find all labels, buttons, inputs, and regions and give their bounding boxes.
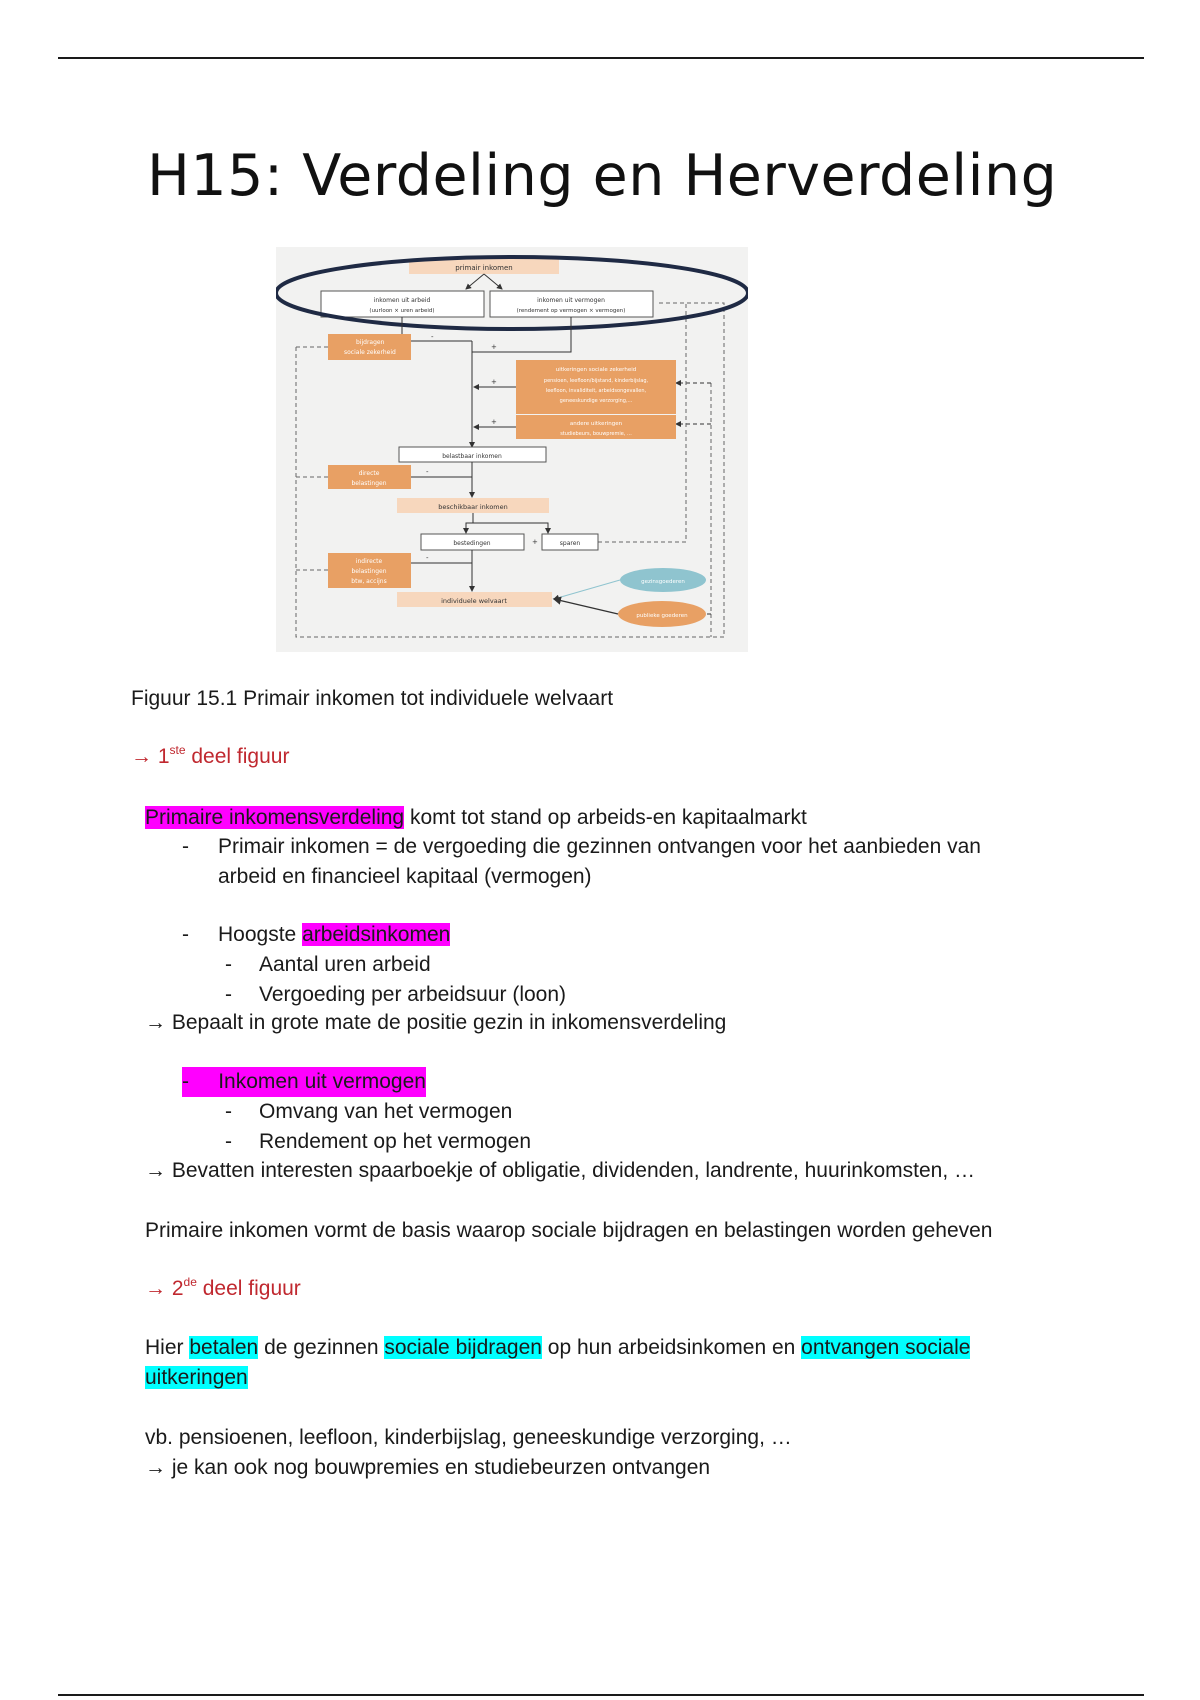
svg-text:+: + [491, 378, 497, 386]
highlight-uitkeringen: uitkeringen [145, 1366, 248, 1389]
deel2-sup: de [183, 1275, 197, 1289]
hoogste-text: Hoogste [218, 923, 303, 946]
label-indirecte3: btw, accijns [351, 578, 387, 585]
deel1-text: deel figuur [185, 745, 290, 768]
sub-bullet-dash: - [225, 953, 232, 976]
sub-bullet-dash: - [225, 1100, 232, 1123]
label-andere1: andere uitkeringen [569, 421, 623, 427]
paragraph-basis: Primaire inkomen vormt de basis waarop sociale bijdragen en belastingen worden geheven [145, 1219, 993, 1242]
highlight-ontvangen-sociale: ontvangen sociale [801, 1336, 971, 1359]
label-andere2: studiebeurs, bouwpremie, ... [560, 431, 632, 437]
arrow-icon: → [145, 1277, 166, 1300]
paragraph-hier-cont [145, 1363, 248, 1393]
arrow-line-bouwpremies [145, 1453, 710, 1483]
label-directe1: directe [358, 470, 380, 477]
bullet-primair-inkomen-cont: arbeid en financieel kapitaal (vermogen) [218, 865, 592, 888]
arrow-icon: → [131, 745, 152, 768]
label-uitkeringen2: pensioen, leefloon/bijstand, kinderbijslag, [543, 378, 649, 384]
deel1-sup: ste [169, 743, 186, 757]
deel2-number: 2 [171, 1277, 184, 1300]
arrow-icon: → [145, 1159, 166, 1182]
label-arbeid-sub: (uurloon × uren arbeid) [369, 308, 435, 314]
bullet-vermogen-text: Inkomen uit vermogen [218, 1070, 426, 1093]
bottom-rule [58, 1694, 1144, 1696]
label-bijdragen1: bijdragen [356, 339, 385, 346]
hier-t3: op hun arbeidsinkomen en [541, 1336, 802, 1359]
arrow-line-interesten [145, 1156, 975, 1186]
svg-text:+: + [532, 538, 538, 546]
arrow2-text: Bevatten interesten spaarboekje of obligatie, dividenden, landrente, huurinkomsten, … [171, 1159, 976, 1182]
label-sparen: sparen [559, 540, 581, 547]
paragraph-hier [145, 1333, 970, 1363]
sub-bullet-omvang: Omvang van het vermogen [259, 1100, 513, 1123]
sub-bullet-rendement: Rendement op het vermogen [259, 1130, 532, 1153]
node-bijdragen [328, 334, 411, 360]
figure-caption: Figuur 15.1 Primair inkomen tot individuele welvaart [131, 687, 614, 710]
bullet-dash: - [182, 923, 189, 946]
section-heading-deel2 [145, 1274, 301, 1304]
label-uitkeringen1: uitkeringen sociale zekerheid [555, 367, 637, 373]
hier-t2: de gezinnen [258, 1336, 385, 1359]
arrow1-text: Bepaalt in grote mate de positie gezin in inkomensverdeling [171, 1011, 727, 1034]
highlight-sociale-bijdragen: sociale bijdragen [384, 1336, 542, 1359]
sub-bullet-dash: - [225, 983, 232, 1006]
label-bijdragen2: sociale zekerheid [344, 349, 396, 356]
sub-bullet-dash: - [225, 1130, 232, 1153]
bullet-dash: - [182, 1070, 189, 1093]
label-vermogen-sub: (rendement op vermogen × vermogen) [516, 308, 626, 314]
section-heading-deel1 [131, 742, 289, 772]
arrow-icon: → [145, 1456, 166, 1479]
label-bestedingen: bestedingen [453, 540, 491, 547]
deel1-number: 1 [157, 745, 170, 768]
label-vermogen: inkomen uit vermogen [537, 297, 605, 304]
hier-t1: Hier [145, 1336, 190, 1359]
deel2-text: deel figuur [196, 1277, 301, 1300]
highlight-inkomen-vermogen [182, 1067, 426, 1097]
arrow-line-positie [145, 1008, 726, 1038]
label-indirecte1: indirecte [355, 558, 383, 565]
label-arbeid: inkomen uit arbeid [373, 297, 431, 304]
page-title: H15: Verdeling en Herverdeling [147, 143, 1058, 209]
svg-text:-: - [426, 554, 429, 562]
label-directe2: belastingen [351, 480, 387, 487]
label-goederen: gezinsgoederen [641, 579, 685, 585]
paragraph-voorbeelden: vb. pensioenen, leefloon, kinderbijslag, geneeskundige verzorging, … [145, 1426, 792, 1449]
arrow-icon: → [145, 1011, 166, 1034]
top-rule [58, 57, 1144, 59]
svg-text:+: + [491, 418, 497, 426]
bullet-dash: - [182, 835, 189, 858]
sub-bullet-vergoeding: Vergoeding per arbeidsuur (loon) [259, 983, 567, 1006]
arrow3-text: je kan ook nog bouwpremies en studiebeurzen ontvangen [171, 1456, 711, 1479]
label-indirecte2: belastingen [351, 568, 387, 575]
income-flow-diagram [276, 247, 748, 652]
highlight-primaire: Primaire inkomensverdeling [145, 806, 405, 829]
label-uitkeringen4: geneeskundige verzorging,... [559, 398, 633, 404]
svg-text:-: - [431, 333, 434, 341]
label-welvaart: individuele welvaart [441, 597, 507, 605]
primaire-rest: komt tot stand op arbeids-en kapitaalmarkt [404, 806, 807, 829]
label-belastbaar: belastbaar inkomen [442, 453, 502, 460]
label-publieke: publieke goederen [636, 613, 688, 619]
paragraph-primaire [145, 803, 807, 833]
svg-text:-: - [426, 468, 429, 476]
highlight-betalen: betalen [189, 1336, 259, 1359]
label-beschikbaar: beschikbaar inkomen [438, 503, 508, 511]
highlight-arbeidsinkomen: arbeidsinkomen [302, 923, 451, 946]
sub-bullet-uren: Aantal uren arbeid [259, 953, 431, 976]
label-uitkeringen3: leefloon, invaliditeit, arbeidsongevallen, [545, 388, 647, 394]
bullet-primair-inkomen: Primair inkomen = de vergoeding die gezinnen ontvangen voor het aanbieden van [218, 835, 981, 858]
bullet-hoogste [218, 920, 450, 950]
label-primair: primair inkomen [455, 264, 513, 272]
svg-text:+: + [491, 343, 497, 351]
